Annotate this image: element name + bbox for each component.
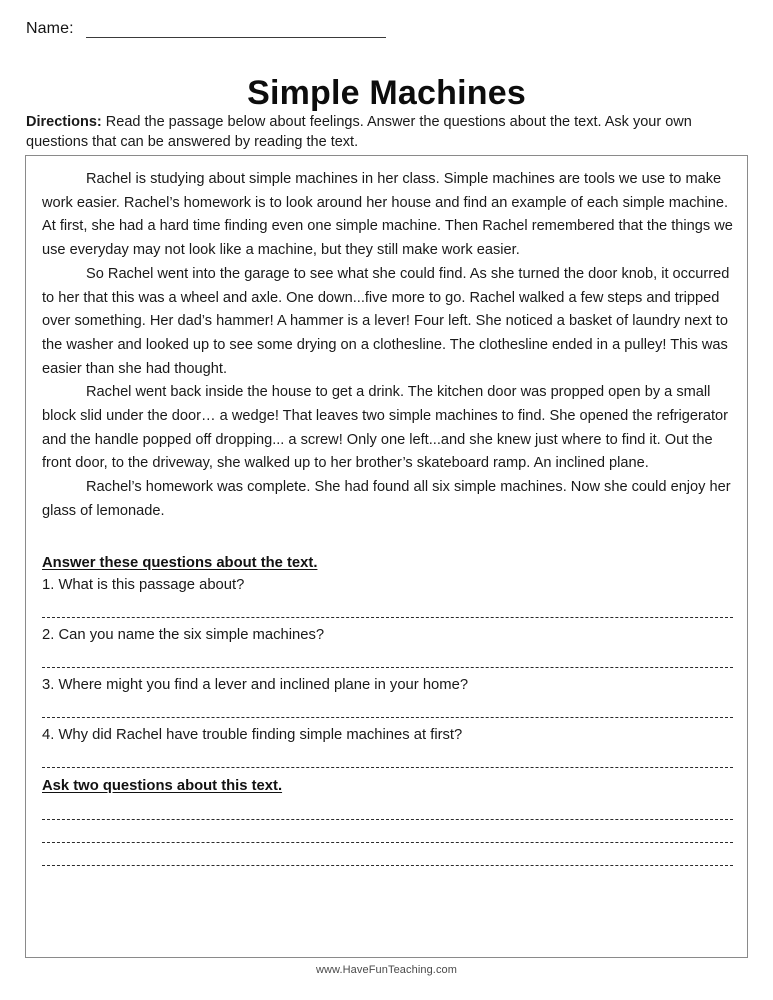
question-block-3 — [42, 674, 733, 718]
passage-paragraph-4: Rachel’s homework was complete. She had found all six simple machines. Now she could enjoy her glass of lemonade. — [42, 479, 731, 519]
page-title: Simple Machines — [247, 73, 526, 112]
answer-line-2[interactable] — [42, 667, 733, 668]
name-input-blank[interactable] — [86, 23, 386, 38]
question-block-2 — [42, 624, 733, 668]
passage-paragraph-2: So Rachel went into the garage to see what she could find. As she turned the door knob, it occurred to her that this was a wheel and axle. One down...five more to go. Rachel walked a few steps and tripped over something. Her dad’s hammer! A hammer is a lever! Four left. She noticed a basket of laundry next to the washer and looked up to see some drying on a clothesline. The clothesline ended in a pulley! This was easier than she had thought. — [42, 265, 730, 377]
passage-paragraph-3: Rachel went back inside the house to get a drink. The kitchen door was propped open by a small block slid under the door… a wedge! That leaves two simple machines to find. She opened the refrigerator and the handle popped off dropping... a screw! Only one left...and she knew just where to find it. Out the front door, to the driveway, she walked up to her brother’s skateboard ramp. An inclined plane. — [42, 384, 729, 472]
passage-paragraph-1: Rachel is studying about simple machines in her class. Simple machines are tools we use to make work easier. Rachel’s homework is to look around her house and find an example of each simple machine. At first, she had a hard time finding even one simple machine. Then Rachel remembered that the things we use everyday may not look like a machine, but they still make work easier. — [42, 171, 733, 259]
content-box-inner — [42, 168, 733, 866]
reading-passage — [42, 168, 733, 524]
ask-line-1[interactable] — [42, 819, 733, 820]
question-2: 2. Can you name the six simple machines? — [42, 626, 325, 643]
directions-label: Directions: — [26, 114, 102, 130]
directions-text: Read the passage below about feelings. Answer the questions about the text. Ask your own questions that can be answered by reading the text. — [26, 114, 692, 150]
ask-section-lines — [42, 819, 733, 866]
answer-section-heading: Answer these questions about the text. — [42, 554, 318, 571]
question-block-4 — [42, 724, 733, 768]
ask-line-2[interactable] — [42, 842, 733, 843]
ask-section-heading: Ask two questions about this text. — [42, 777, 283, 794]
question-block-1 — [42, 574, 733, 618]
question-1: 1. What is this passage about? — [42, 576, 245, 593]
name-label: Name: — [26, 20, 74, 37]
content-box — [25, 155, 748, 958]
name-row — [26, 20, 386, 38]
answer-line-3[interactable] — [42, 717, 733, 718]
answer-line-1[interactable] — [42, 617, 733, 618]
question-4: 4. Why did Rachel have trouble finding simple machines at first? — [42, 726, 463, 743]
answer-line-4[interactable] — [42, 767, 733, 768]
ask-line-3[interactable] — [42, 865, 733, 866]
footer-url: www.HaveFunTeaching.com — [315, 964, 458, 976]
question-3: 3. Where might you find a lever and inclined plane in your home? — [42, 676, 469, 693]
directions — [26, 113, 747, 152]
